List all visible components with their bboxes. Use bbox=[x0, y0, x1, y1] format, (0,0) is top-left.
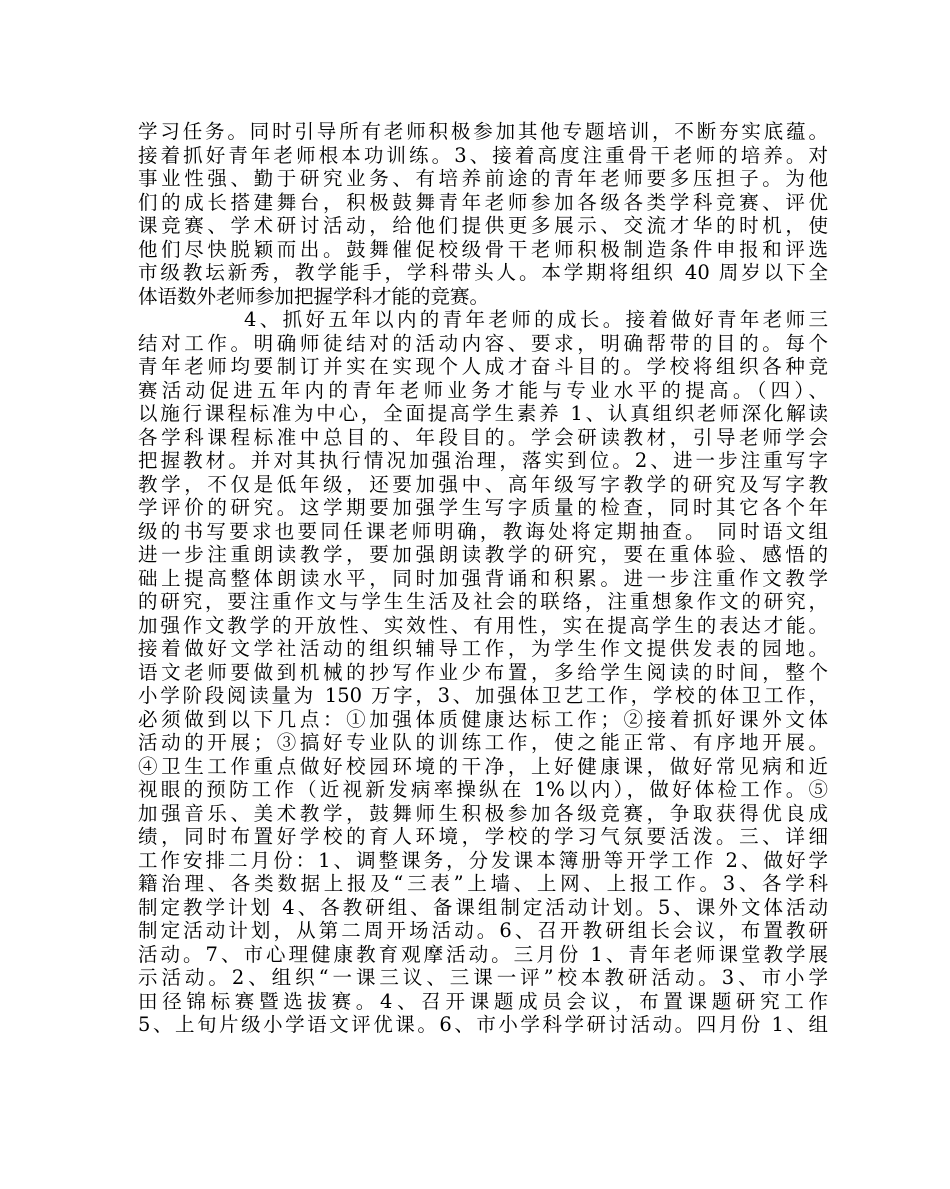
text-line: 以施行课程标准为中心，全面提高学生素养 1、认真组织老师深化解读 bbox=[138, 402, 828, 425]
text-line: 加强音乐、美术教学，鼓舞师生积极参加各级竞赛，争取获得优良成 bbox=[138, 801, 828, 825]
text-line: 们的成长搭建舞台，积极鼓舞青年老师参加各级各类学科竞赛、评优 bbox=[138, 190, 828, 214]
text-line: 必须做到以下几点：①加强体质健康达标工作；②接着抓好课外文体 bbox=[138, 707, 828, 731]
paragraph-start-line: 4、抓好五年以内的青年老师的成长。接着做好青年老师三 bbox=[244, 308, 828, 331]
text-line: 接着做好文学社活动的组织辅导工作，为学生作文提供发表的园地。 bbox=[138, 637, 828, 660]
text-line: 籍治理、各类数据上报及“三表”上墙、上网、上报工作。3、各学科 bbox=[138, 872, 828, 895]
text-line: 活动的开展；③搞好专业队的训练工作，使之能正常、有序地开展。 bbox=[138, 731, 828, 754]
text-line: 的研究，要注重作文与学生生活及社会的联络，注重想象作文的研究， bbox=[138, 590, 828, 613]
text-line: 结对工作。明确师徒结对的活动内容、要求，明确帮带的目的。每个 bbox=[138, 331, 828, 355]
text-line: 田径锦标赛暨选拔赛。4、召开课题成员会议，布置课题研究工作 bbox=[138, 989, 828, 1013]
text-line: 础上提高整体朗读水平，同时加强背诵和积累。进一步注重作文教学 bbox=[138, 566, 828, 590]
text-line: 各学科课程标准中总目的、年段目的。学会研读教材，引导老师学会 bbox=[138, 425, 828, 449]
text-line: 工作安排二月份：1、调整课务，分发课本簿册等开学工作 2、做好学 bbox=[138, 848, 828, 872]
text-line: 小学阶段阅读量为 150 万字，3、加强体卫艺工作，学校的体卫工作， bbox=[138, 684, 828, 707]
text-line: 进一步注重朗读教学，要加强朗读教学的研究，要在重体验、感悟的 bbox=[138, 543, 828, 566]
text-line: 青年老师均要制订并实在实现个人成才奋斗目的。学校将组织各种竞 bbox=[138, 355, 828, 378]
body-text bbox=[138, 120, 828, 1037]
text-line: 加强作文教学的开放性、实效性、有用性，实在提高学生的表达才能。 bbox=[138, 613, 828, 637]
text-line: 示活动。2、组织“一课三议、三课一评”校本教研活动。3、市小学 bbox=[138, 966, 828, 989]
text-line: ④卫生工作重点做好校园环境的干净，上好健康课，做好常见病和近 bbox=[138, 754, 828, 778]
text-line: 学习任务。同时引导所有老师积极参加其他专题培训，不断夯实底蕴。 bbox=[138, 120, 828, 143]
text-line: 制定教学计划 4、各教研组、备课组制定活动计划。5、课外文体活动 bbox=[138, 895, 828, 919]
text-line: 体语数外老师参加把握学科才能的竞赛。 bbox=[138, 284, 490, 308]
text-line: 课竞赛、学术研讨活动，给他们提供更多展示、交流才华的时机，使 bbox=[138, 214, 828, 237]
text-line: 赛活动促进五年内的青年老师业务才能与专业水平的提高。（四）、 bbox=[138, 378, 828, 402]
text-line: 教学，不仅是低年级，还要加强中、高年级写字教学的研究及写字教 bbox=[138, 472, 828, 496]
text-line: 级的书写要求也要同任课老师明确，教诲处将定期抽查。 同时语文组 bbox=[138, 519, 828, 543]
text-line: 接着抓好青年老师根本功训练。3、接着高度注重骨干老师的培养。对 bbox=[138, 143, 828, 167]
text-line: 制定活动计划，从第二周开场活动。6、召开教研组长会议，布置教研 bbox=[138, 919, 828, 942]
text-line: 把握教材。并对其执行情况加强治理，落实到位。2、进一步注重写字 bbox=[138, 449, 828, 472]
text-line: 活动。7、市心理健康教育观摩活动。三月份 1、青年老师课堂教学展 bbox=[138, 942, 828, 966]
text-line: 学评价的研究。这学期要加强学生写字质量的检查，同时其它各个年 bbox=[138, 496, 828, 519]
text-line: 市级教坛新秀，教学能手，学科带头人。本学期将组织 40 周岁以下全 bbox=[138, 261, 828, 284]
text-line: 语文老师要做到机械的抄写作业少布置，多给学生阅读的时间，整个 bbox=[138, 660, 828, 684]
text-line: 他们尽快脱颖而出。鼓舞催促校级骨干老师积极制造条件申报和评选 bbox=[138, 237, 828, 261]
text-line: 事业性强、勤于研究业务、有培养前途的青年老师要多压担子。为他 bbox=[138, 167, 828, 190]
text-line: 5、上旬片级小学语文评优课。6、市小学科学研讨活动。四月份 1、组 bbox=[138, 1013, 828, 1036]
text-line: 视眼的预防工作（近视新发病率操纵在 1%以内），做好体检工作。⑤ bbox=[138, 778, 828, 801]
text-line: 绩，同时布置好学校的育人环境，学校的学习气氛要活泼。三、详细 bbox=[138, 825, 828, 848]
